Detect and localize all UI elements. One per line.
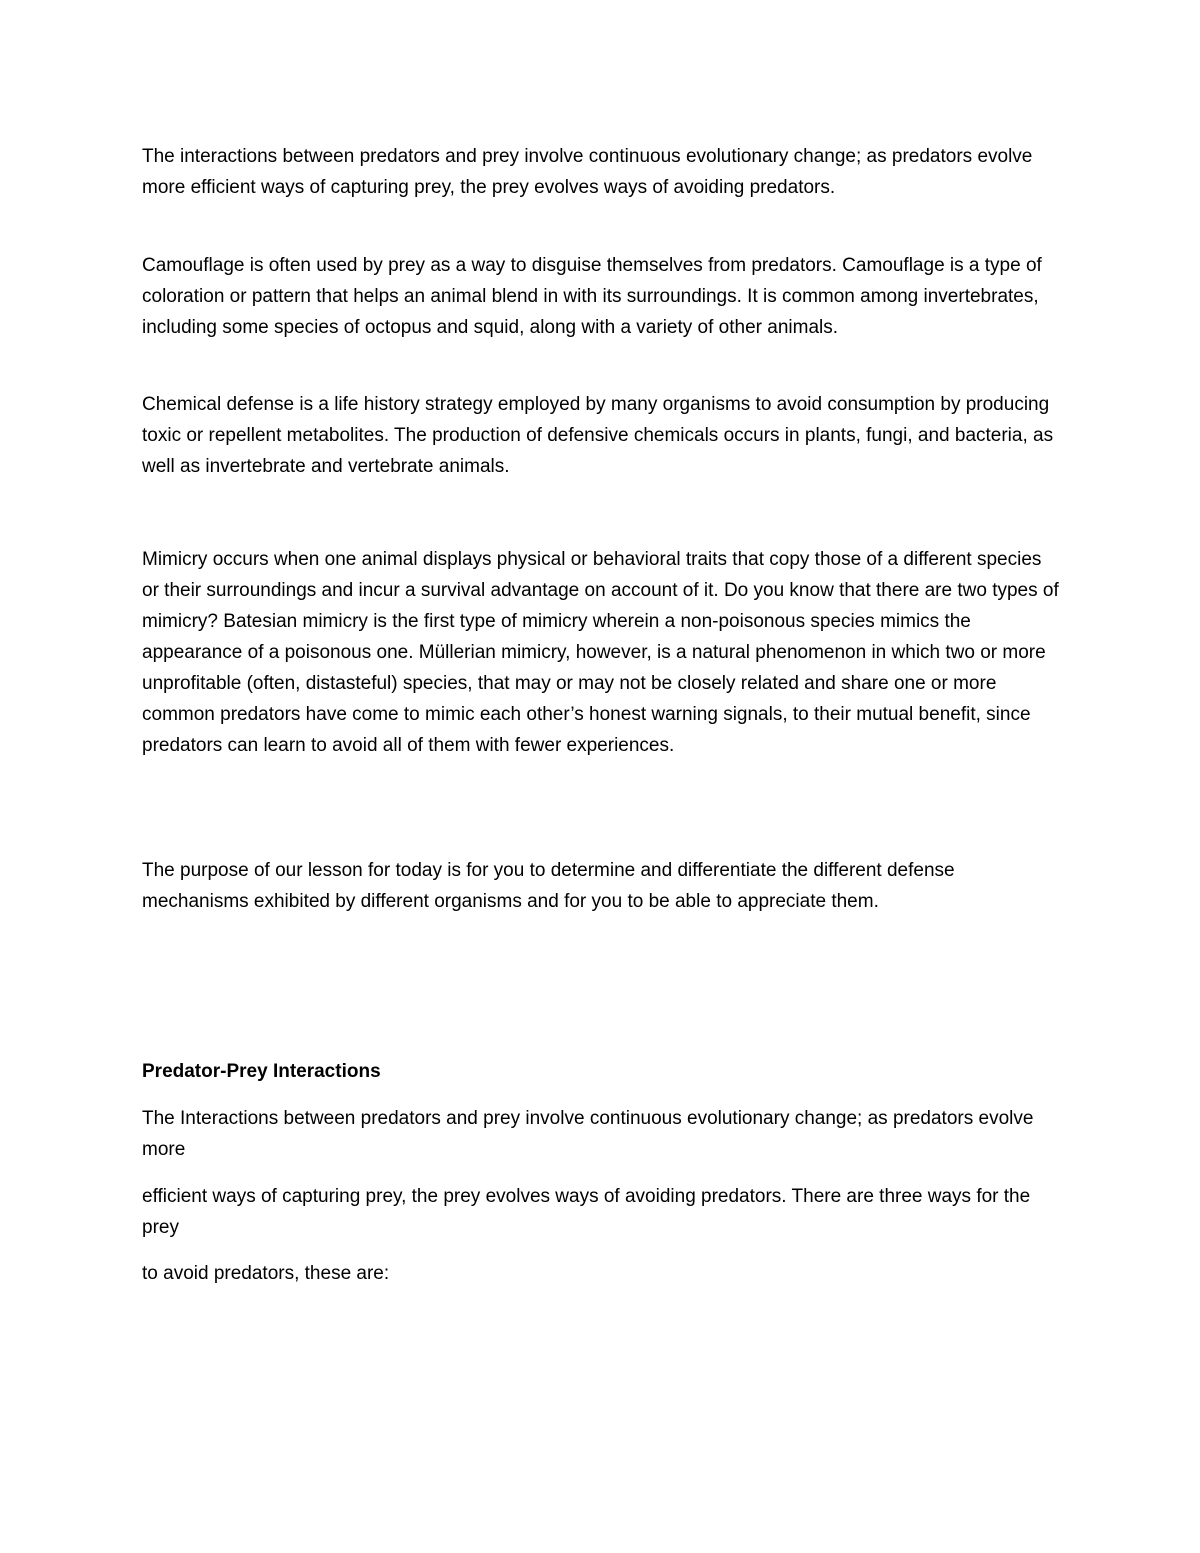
- paragraph-camouflage: Camouflage is often used by prey as a way to disguise themselves from predators. Camouflage is a type of coloration or pattern that helps an animal blend in with its surroundings. It is common among invertebrates, including some species of octopus and squid, along with a variety of other animals.: [142, 255, 1042, 338]
- paragraph-mimicry: Mimicry occurs when one animal displays physical or behavioral traits that copy those of a different species or their surroundings and incur a survival advantage on account of it. Do you know that there are two types of mimicry? Batesian mimicry is the first type of mimicry wherein a non-poisonous species mimics the appearance of a poisonous one. Müllerian mimicry, however, is a natural phenomenon in which two or more unprofitable (often, distasteful) species, that may or may not be closely related and share one or more common predators have come to mimic each other’s honest warning signals, to their mutual benefit, since predators can learn to avoid all of them with fewer experiences.: [142, 549, 1059, 756]
- paragraph-lesson-purpose: The purpose of our lesson for today is for you to determine and differentiate the different defense mechanisms exhibited by different organisms and for you to be able to appreciate them.: [142, 860, 955, 912]
- section-paragraph: to avoid predators, these are:: [142, 1263, 390, 1284]
- section-paragraph: The Interactions between predators and prey involve continuous evolutionary change; as predators evolve more: [142, 1108, 1034, 1160]
- paragraph-predator-prey-intro: The interactions between predators and prey involve continuous evolutionary change; as predators evolve more efficient ways of capturing prey, the prey evolves ways of avoiding predators.: [142, 146, 1033, 198]
- section-paragraph: efficient ways of capturing prey, the prey evolves ways of avoiding predators. There are three ways for the prey: [142, 1186, 1031, 1238]
- paragraph-chemical-defense: Chemical defense is a life history strategy employed by many organisms to avoid consumption by producing toxic or repellent metabolites. The production of defensive chemicals occurs in plants, fungi, and bacteria, as well as invertebrate and vertebrate animals.: [142, 394, 1054, 477]
- section-heading: Predator-Prey Interactions: [142, 1061, 381, 1082]
